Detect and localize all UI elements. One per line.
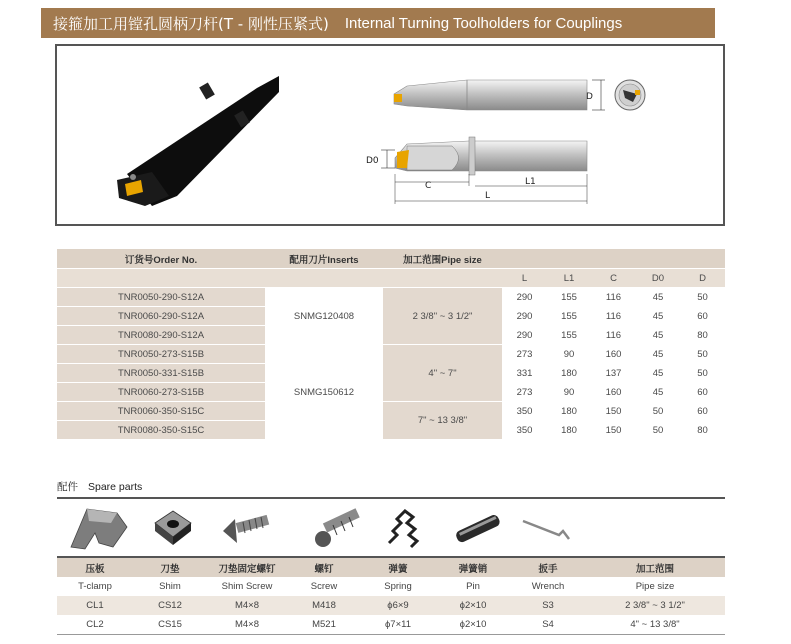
value-d: 60 [680,307,725,326]
column-header: 压板 [57,557,133,577]
value-d0: 45 [636,288,680,307]
value-d0: 45 [636,307,680,326]
title-cn: 接箍加工用镗孔圆柄刀杆(T - 刚性压紧式) [53,14,329,33]
value-d: 50 [680,364,725,383]
table-cell: ϕ2×10 [435,596,511,615]
column-header: 加工范围 [585,557,725,577]
header-order: 订货号Order No. [57,249,265,269]
spare-parts-images [57,503,725,555]
table-cell: S3 [511,596,585,615]
table-row [57,615,725,635]
table-row [57,402,725,421]
order-table [57,249,725,440]
order-number: TNR0050-273-S15B [57,345,265,364]
table-cell: M521 [287,615,361,635]
insert-cell: SNMG150612 [265,345,383,440]
value-d0: 50 [636,402,680,421]
table-row [57,596,725,615]
column-header: 弹簧 [361,557,435,577]
order-number: TNR0050-331-S15B [57,364,265,383]
header-l: L [502,269,547,288]
side-view-drawing [366,137,587,204]
order-number: TNR0060-290-S12A [57,307,265,326]
value-d0: 45 [636,345,680,364]
column-header: T-clamp [57,577,133,596]
value-l: 350 [502,421,547,440]
column-header: 弹簧销 [435,557,511,577]
table-cell: CL1 [57,596,133,615]
value-c: 160 [591,345,636,364]
title-bar [41,8,715,38]
dim-label-d: D [586,92,593,102]
spare-parts-heading-cn: 配件 [57,481,78,493]
value-l1: 180 [547,421,591,440]
column-header: Pipe size [585,577,725,596]
value-c: 116 [591,288,636,307]
toolholder-photo [117,76,279,206]
value-l1: 90 [547,345,591,364]
value-d0: 45 [636,326,680,345]
table-cell: ϕ6×9 [361,596,435,615]
dim-label-c: C [425,181,432,191]
header-pipe: 加工范围Pipe size [383,249,502,269]
pipe-size-cell: 2 3/8" ~ 3 1/2" [383,288,502,345]
tool-diagram [55,44,725,226]
header-d: D [680,269,725,288]
order-number: TNR0050-290-S12A [57,288,265,307]
table-cell: CS15 [133,615,207,635]
value-d: 80 [680,421,725,440]
value-l1: 90 [547,383,591,402]
table-cell: CS12 [133,596,207,615]
value-d: 60 [680,383,725,402]
order-number: TNR0060-350-S15C [57,402,265,421]
order-number: TNR0060-273-S15B [57,383,265,402]
table-cell: ϕ7×11 [361,615,435,635]
table-cell: ϕ2×10 [435,615,511,635]
value-c: 137 [591,364,636,383]
value-d: 80 [680,326,725,345]
table-cell: M4×8 [207,596,287,615]
divider [57,497,725,499]
dim-label-l1: L1 [525,177,536,187]
wrench-icon [519,503,579,555]
table-cell: M4×8 [207,615,287,635]
shim-icon [149,503,199,555]
value-l: 290 [502,307,547,326]
pipe-size-cell: 7" ~ 13 3/8" [383,402,502,440]
table-cell: 2 3/8" ~ 3 1/2" [585,596,725,615]
table-row [57,288,725,307]
header-inserts: 配用刀片Inserts [265,249,383,269]
shim-screw-icon [217,503,273,555]
value-d: 60 [680,402,725,421]
value-l: 290 [502,288,547,307]
value-l1: 180 [547,402,591,421]
column-header: 扳手 [511,557,585,577]
table-cell: 4" ~ 13 3/8" [585,615,725,635]
value-d: 50 [680,288,725,307]
column-header: Screw [287,577,361,596]
value-d0: 45 [636,364,680,383]
value-c: 150 [591,402,636,421]
column-header: Shim Screw [207,577,287,596]
insert-cell: SNMG120408 [265,288,383,345]
pin-icon [451,503,503,555]
t-clamp-icon [65,503,133,555]
header-c: C [591,269,636,288]
toolholder-drawing [57,46,727,228]
order-table-header [57,249,725,269]
value-c: 150 [591,421,636,440]
value-d0: 45 [636,383,680,402]
order-table-subheader [57,269,725,288]
order-number: TNR0080-350-S15C [57,421,265,440]
column-header: 刀垫固定螺钉 [207,557,287,577]
column-header: Pin [435,577,511,596]
spare-parts-heading [57,479,142,494]
table-cell: S4 [511,615,585,635]
value-l: 273 [502,383,547,402]
table-row [57,345,725,364]
header-d0: D0 [636,269,680,288]
value-l1: 155 [547,288,591,307]
dim-label-d0: D0 [366,156,379,166]
value-l1: 155 [547,326,591,345]
spring-icon [383,503,431,555]
spare-header-en [57,577,725,596]
value-c: 116 [591,326,636,345]
column-header: 螺钉 [287,557,361,577]
spare-parts-heading-en: Spare parts [88,481,143,493]
value-l1: 155 [547,307,591,326]
header-l1: L1 [547,269,591,288]
top-view-drawing [394,80,645,110]
spare-parts-table [57,556,725,635]
value-l: 290 [502,326,547,345]
value-d: 50 [680,345,725,364]
column-header: 刀垫 [133,557,207,577]
value-d0: 50 [636,421,680,440]
value-l1: 180 [547,364,591,383]
value-l: 273 [502,345,547,364]
value-l: 350 [502,402,547,421]
value-c: 160 [591,383,636,402]
column-header: Wrench [511,577,585,596]
order-number: TNR0080-290-S12A [57,326,265,345]
column-header: Spring [361,577,435,596]
dim-label-l: L [485,191,491,201]
pipe-size-cell: 4" ~ 7" [383,345,502,402]
table-cell: M418 [287,596,361,615]
table-cell: CL2 [57,615,133,635]
value-c: 116 [591,307,636,326]
value-l: 331 [502,364,547,383]
spare-header-cn [57,557,725,577]
screw-icon [311,503,367,555]
column-header: Shim [133,577,207,596]
title-en: Internal Turning Toolholders for Couplings [344,14,623,32]
